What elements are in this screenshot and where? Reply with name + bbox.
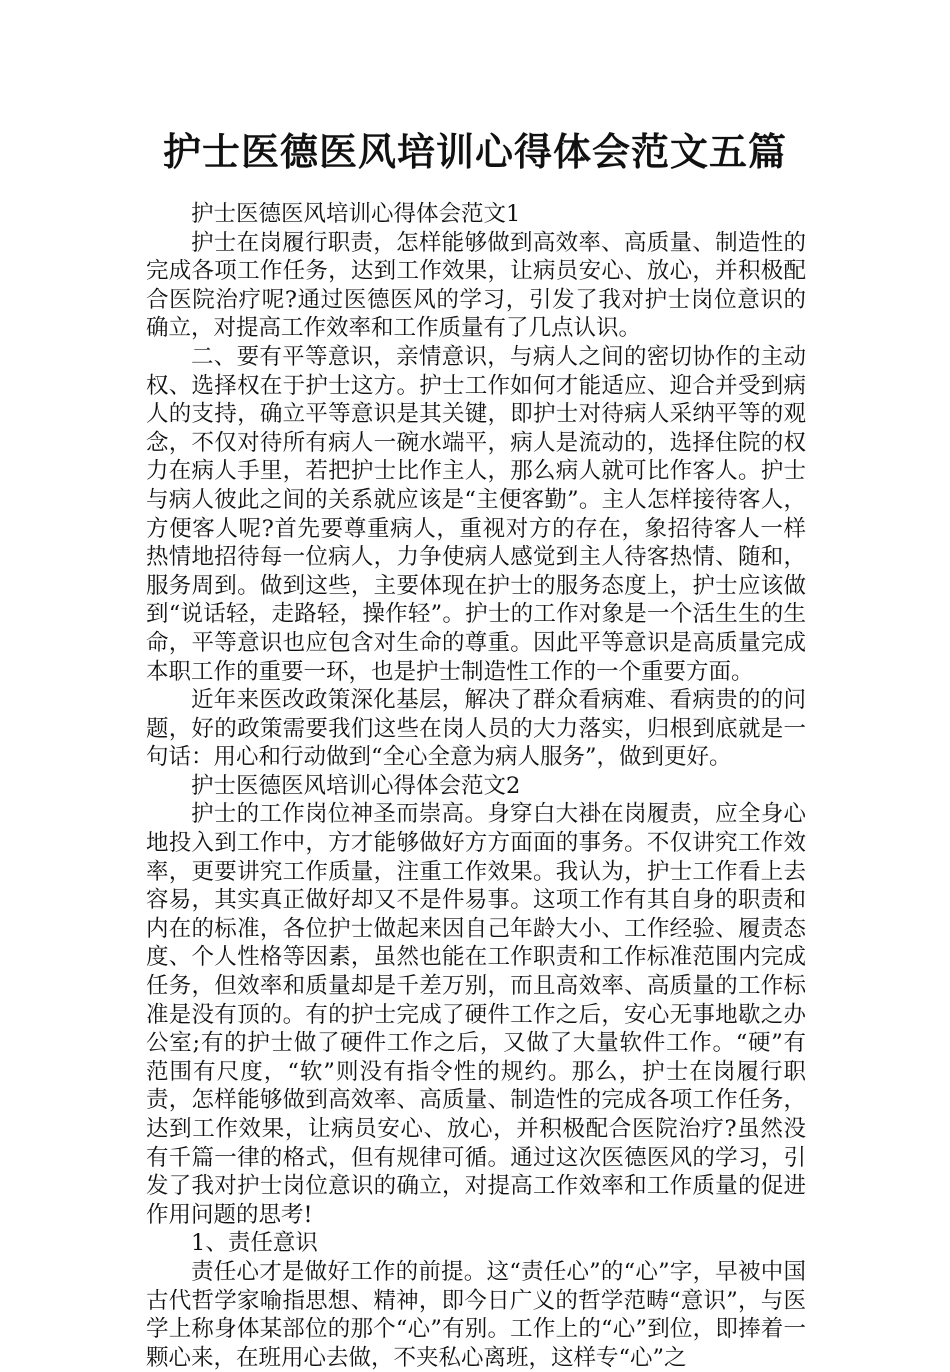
paragraph: 责任心才是做好工作的前提。这“责任心”的“心”字，早被中国古代哲学家喻指思想、精神，即今日广义的哲学范畴“意识”，与医学上称身体某部位的那个“心”有别。工作上的“心”到位，即捧着一颗心来，在班用心去做，不夹私心离班，这样专“心”之 <box>146 1258 806 1371</box>
paragraph: 护士的工作岗位神圣而崇高。身穿白大褂在岗履责，应全身心地投入到工作中，方才能够做好方方面面的事务。不仅讲究工作效率，更要讲究工作质量，注重工作效果。我认为，护士工作看上去容易，其实真正做好却又不是件易事。这项工作有其自身的职责和内在的标准，各位护士做起来因自己年龄大小、工作经验、履责态度、个人性格等因素，虽然也能在工作职责和工作标准范围内完成任务，但效率和质量却是千差万别，而且高效率、高质量的工作标准是没有顶的。有的护士完成了硬件工作之后，安心无事地歇之办公室;有的护士做了硬件工作之后，又做了大量软件工作。“硬”有范围有尺度，“软”则没有指令性的规约。那么，护士在岗履行职责，怎样能够做到高效率、高质量、制造性的完成各项工作任务，达到工作效果，让病员安心、放心，并积极配合医院治疗?虽然没有千篇一律的格式，但有规律可循。通过这次医德医风的学习，引发了我对护士岗位意识的确立，对提高工作效率和工作质量的促进作用问题的思考! <box>146 801 806 1228</box>
paragraph: 护士在岗履行职责，怎样能够做到高效率、高质量、制造性的完成各项工作任务，达到工作效果，让病员安心、放心，并积极配合医院治疗呢?通过医德医风的学习，引发了我对护士岗位意识的确立，对提高工作效率和工作质量有了几点认识。 <box>146 229 806 342</box>
subheading-responsibility: 1、责任意识 <box>191 1230 318 1257</box>
document-body <box>146 200 806 1372</box>
section-heading-1: 护士医德医风培训心得体会范文1 <box>191 201 521 227</box>
document-title: 护士医德医风培训心得体会范文五篇 <box>162 130 787 174</box>
section-heading-2: 护士医德医风培训心得体会范文2 <box>191 772 521 799</box>
paragraph: 近年来医改政策深化基层，解决了群众看病难、看病贵的的问题，好的政策需要我们这些在岗人员的大力落实，归根到底就是一句话：用心和行动做到“全心全意为病人服务”，做到更好。 <box>146 687 806 771</box>
paragraph: 二、要有平等意识，亲情意识，与病人之间的密切协作的主动权、选择权在于护士这方。护士工作如何才能适应、迎合并受到病人的支持，确立平等意识是其关键，即护士对待病人采纳平等的观念，不仅对待所有病人一碗水端平，病人是流动的，选择住院的权力在病人手里，若把护士比作主人，那么病人就可比作客人。护士与病人彼此之间的关系就应该是“主便客勤”。主人怎样接待客人，方便客人呢?首先要尊重病人，重视对方的存在，象招待客人一样热情地招待每一位病人，力争使病人感觉到主人待客热情、随和，服务周到。做到这些，主要体现在护士的服务态度上，护士应该做到“说话轻，走路轻，操作轻”。护士的工作对象是一个活生生的生命，平等意识也应包含对生命的尊重。因此平等意识是高质量完成本职工作的重要一环，也是护士制造性工作的一个重要方面。 <box>146 343 806 685</box>
